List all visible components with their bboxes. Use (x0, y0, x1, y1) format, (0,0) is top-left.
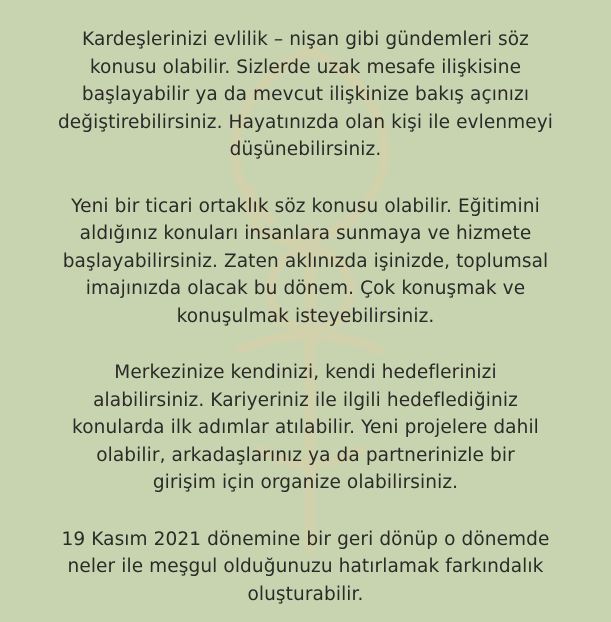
text-line: Yeni bir ticari ortaklık söz konusu olabilir. Eğitimini (71, 195, 540, 217)
paragraph-3 (24, 359, 587, 497)
text-body (24, 26, 587, 608)
text-line: Kardeşlerinizi evlilik – nişan gibi gündemleri söz (82, 29, 529, 50)
paragraph-1 (24, 26, 587, 164)
text-line: imajınızda olacak bu dönem. Çok konuşmak ve (85, 278, 526, 299)
text-line: konuşulmak isteyebilirsiniz. (176, 305, 435, 327)
text-line: aldığınız konuları insanlara sunmaya ve hizmete (79, 223, 532, 244)
text-line: konularda ilk adımlar atılabilir. Yeni projelere dahil (72, 417, 539, 438)
text-line: 19 Kasım 2021 dönemine bir geri dönüp o dönemde (61, 528, 550, 550)
text-line: düşünebilirsiniz. (229, 139, 382, 160)
text-line: oluşturabilir. (247, 583, 364, 605)
text-line: başlayabilirsiniz. Zaten aklınızda işinizde, toplumsal (62, 250, 549, 272)
text-line: girişim için organize olabilirsiniz. (152, 472, 459, 493)
text-line: olabilir, arkadaşlarınız ya da partnerinizle bir (96, 444, 515, 466)
text-line: Merkezinize kendinizi, kendi hedeflerinizi (114, 362, 497, 383)
text-line: neler ile meşgul olduğunuzu hatırlamak farkındalık (67, 556, 544, 577)
text-line: konusu olabilir. Sizlerde uzak mesafe ilişkisine (89, 56, 522, 78)
paragraph-4 (24, 526, 587, 609)
paragraph-2 (24, 193, 587, 331)
text-line: değiştirebilirsiniz. Hayatınızda olan kişi ile evlenmeyi (57, 111, 554, 133)
text-line: başlayabilir ya da mevcut ilişkinize bakış açınızı (81, 84, 530, 105)
text-line: alabilirsiniz. Kariyeriniz ile ilgili hedeflediğiniz (93, 389, 518, 411)
